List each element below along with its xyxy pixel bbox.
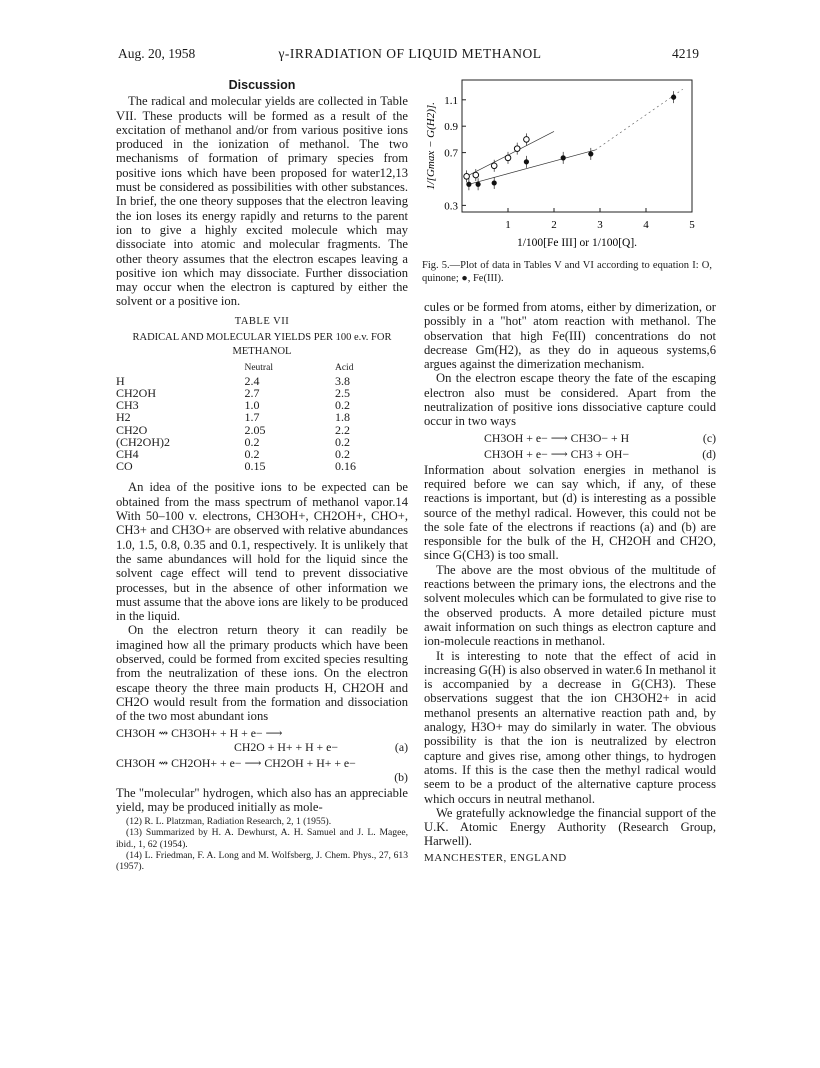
table-row: CH4 0.2 0.2 — [116, 447, 350, 462]
footnote: (14) L. Friedman, F. A. Long and M. Wolfsberg, J. Chem. Phys., 27, 613 (1957). — [116, 849, 408, 872]
right-column — [424, 300, 716, 865]
footnote: (13) Summarized by H. A. Dewhurst, A. H. Samuel and J. L. Magee, ibid., 1, 62 (1954). — [116, 827, 408, 850]
fit-line-fe — [469, 150, 596, 184]
figure-caption: Fig. 5.—Plot of data in Tables V and VI according to equation I: O, quinone; ●, Fe(III). — [422, 260, 712, 284]
data-point-quinone — [514, 146, 520, 152]
paragraph: The radical and molecular yields are collected in Table VII. These products will be formed as a result of the excitation of methanol and/or from various positive ions produced in the ionization of methanol. The two mechanisms of formation of primary species from positive ions which have been proposed for water12,13 must be considered as possibilities with other substances. In brief, the one theory supposes that the electron leaving the ion loses its energy rapidly and returns to the parent ion to give a highly excited molecule which may dissociate into atomic and molecular fragments. The other theory assumes that the electron escapes leaving a positive ion which may dissociate. Further dissociation may occur when the electron is captured by either the solvent or a positive ion. — [116, 94, 408, 309]
paragraph: We gratefully acknowledge the financial support of the U.K. Atomic Energy Authority (Research Group, Harwell). — [424, 805, 716, 849]
table-row: H2 1.7 1.8 — [116, 410, 350, 425]
paragraph: It is interesting to note that the effect of acid in increasing G(H) is also observed in water.6 In methanol it is accompanied by a decrease in G(CH3). These observations suggest that the ion CH3OH2+ in acid methanol presents an alternative reaction path and, by analogy, H3O+ may do similarly in water. The obvious possibility is that the ion is neutralized by electron capture and gives rise, among other things, to hydrogen atoms. If this is the case then the methyl radical would seem to be a product of the alternative capture process which occurs in neutral methanol. — [424, 648, 716, 806]
fit-line-fe-extension — [595, 89, 682, 150]
paragraph: cules or be formed from atoms, either by dimerization, or possibly in a "hot" atom reaction with methanol. The observation that high Fe(III) concentrations do not decrease Gm(H2), as they do in aqueous systems,6 argues against the dimerization mechanism. — [424, 300, 716, 372]
data-point-quinone — [505, 155, 511, 161]
equation-a: CH3OH ⇝ CH3OH+ + H + e− ⟶ CH2O + H+ + H + e− (a) — [116, 725, 408, 754]
data-point-quinone — [473, 172, 479, 178]
yields-table — [116, 362, 408, 473]
data-point-fe — [671, 95, 676, 100]
page-number: 4219 — [672, 46, 699, 61]
table-row: H 2.4 3.8 — [116, 373, 350, 388]
y-tick-label: 0.7 — [444, 147, 458, 160]
running-header-title: γ-IRRADIATION OF LIQUID METHANOL — [278, 46, 542, 61]
running-header-date: Aug. 20, 1958 — [118, 46, 196, 61]
y-tick-label: 0.9 — [444, 121, 458, 134]
x-axis-label: 1/100[Fe III] or 1/100[Q]. — [516, 237, 638, 249]
footnotes — [116, 816, 408, 872]
table-row: CH2OH 2.7 2.5 — [116, 386, 350, 401]
paragraph: On the electron escape theory the fate of the escaping electron also must be considered. Apart from the neutralization of positive ions dissociative capture could occur in two ways — [424, 371, 716, 429]
plot-frame — [462, 80, 692, 212]
paragraph: The "molecular" hydrogen, which also has an appreciable yield, may be produced initially as mole- — [116, 785, 408, 814]
data-point-quinone — [524, 137, 530, 143]
left-column — [116, 78, 408, 872]
paragraph: An idea of the positive ions to be expected can be obtained from the mass spectrum of methanol vapor.14 With 50–100 v. electrons, CH3OH+, CH2OH+, CHO+, CH3+ and CH3O+ are observed with relative abundances 1.0, 1.5, 0.8, 0.35 and 0.1, respectively. It is unlikely that the same abundances will hold for the liquid since the solvent cage effect will tend to prevent dissociative processes, but in the absence of other information we must assume that the above ions are likely to be produced in the liquid. — [116, 480, 408, 624]
y-tick-label: 0.3 — [444, 200, 458, 213]
y-axis-label: 1/[Gmax − G(H2)]. — [425, 102, 437, 190]
section-heading: Discussion — [228, 78, 296, 92]
figure-5-plot — [420, 72, 716, 258]
data-point-fe — [524, 159, 529, 164]
footnote: (12) R. L. Platzman, Radiation Research, 2, 1 (1955). — [126, 816, 332, 828]
data-point-fe — [492, 180, 497, 185]
data-point-fe — [476, 182, 481, 187]
paragraph: Information about solvation energies in methanol is required before we can say which, if any, of these reactions is important, but (d) is interesting as a possible source of the methyl radical. However, this could not be the sole fate of the electrons if reactions (a) and (b) are responsible for the bulk of the H, CH2OH and CH2O, since G(CH3) is too small. — [424, 462, 716, 563]
x-tick-label: 1 — [505, 219, 511, 231]
figure-5 — [420, 72, 716, 292]
table-row: CH3 1.0 0.2 — [116, 398, 350, 413]
equation-b: CH3OH ⇝ CH2OH+ + e− ⟶ CH2OH + H+ + e− (b) — [116, 755, 408, 784]
x-tick-label: 4 — [643, 219, 649, 231]
fit-line-quinone — [467, 131, 554, 176]
paragraph: The above are the most obvious of the multitude of reactions between the primary ions, the electrons and the solvent molecules which can be formulated to give rise to the observed products. A more detailed picture must await information on such things as electron capture and ion-molecule reactions in methanol. — [424, 562, 716, 649]
equation-c: CH3OH + e− ⟶ CH3O− + H (c) — [484, 430, 716, 445]
x-tick-label: 3 — [597, 219, 603, 231]
y-tick-label: 1.1 — [444, 94, 458, 107]
table-title: TABLE VII — [234, 315, 290, 327]
x-tick-label: 5 — [689, 219, 695, 231]
data-point-fe — [588, 151, 593, 156]
affiliation-signature: MANCHESTER, ENGLAND — [424, 851, 567, 864]
table-subtitle: RADICAL AND MOLECULAR YIELDS PER 100 e.v. FOR METHANOL — [132, 332, 392, 358]
data-point-fe — [561, 155, 566, 160]
table-row: (CH2OH)2 0.2 0.2 — [116, 434, 350, 449]
equation-d: CH3OH + e− ⟶ CH3 + OH− (d) — [484, 446, 716, 461]
table-row: CO 0.15 0.16 — [116, 459, 356, 474]
table-row: CH2O 2.05 2.2 — [116, 422, 350, 437]
x-tick-label: 2 — [551, 219, 557, 231]
data-point-fe — [466, 182, 471, 187]
data-point-quinone — [491, 163, 497, 169]
col-header-neutral: Neutral — [244, 362, 273, 373]
paragraph: On the electron return theory it can readily be imagined how all the primary products which have been observed, could be formed from excited species resulting from the neutralization of these ions. On the electron escape theory the three main products H, CH2OH and CH2O would result from the formation and dissociation of the two most abundant ions — [116, 623, 408, 724]
col-header-acid: Acid — [334, 362, 354, 373]
